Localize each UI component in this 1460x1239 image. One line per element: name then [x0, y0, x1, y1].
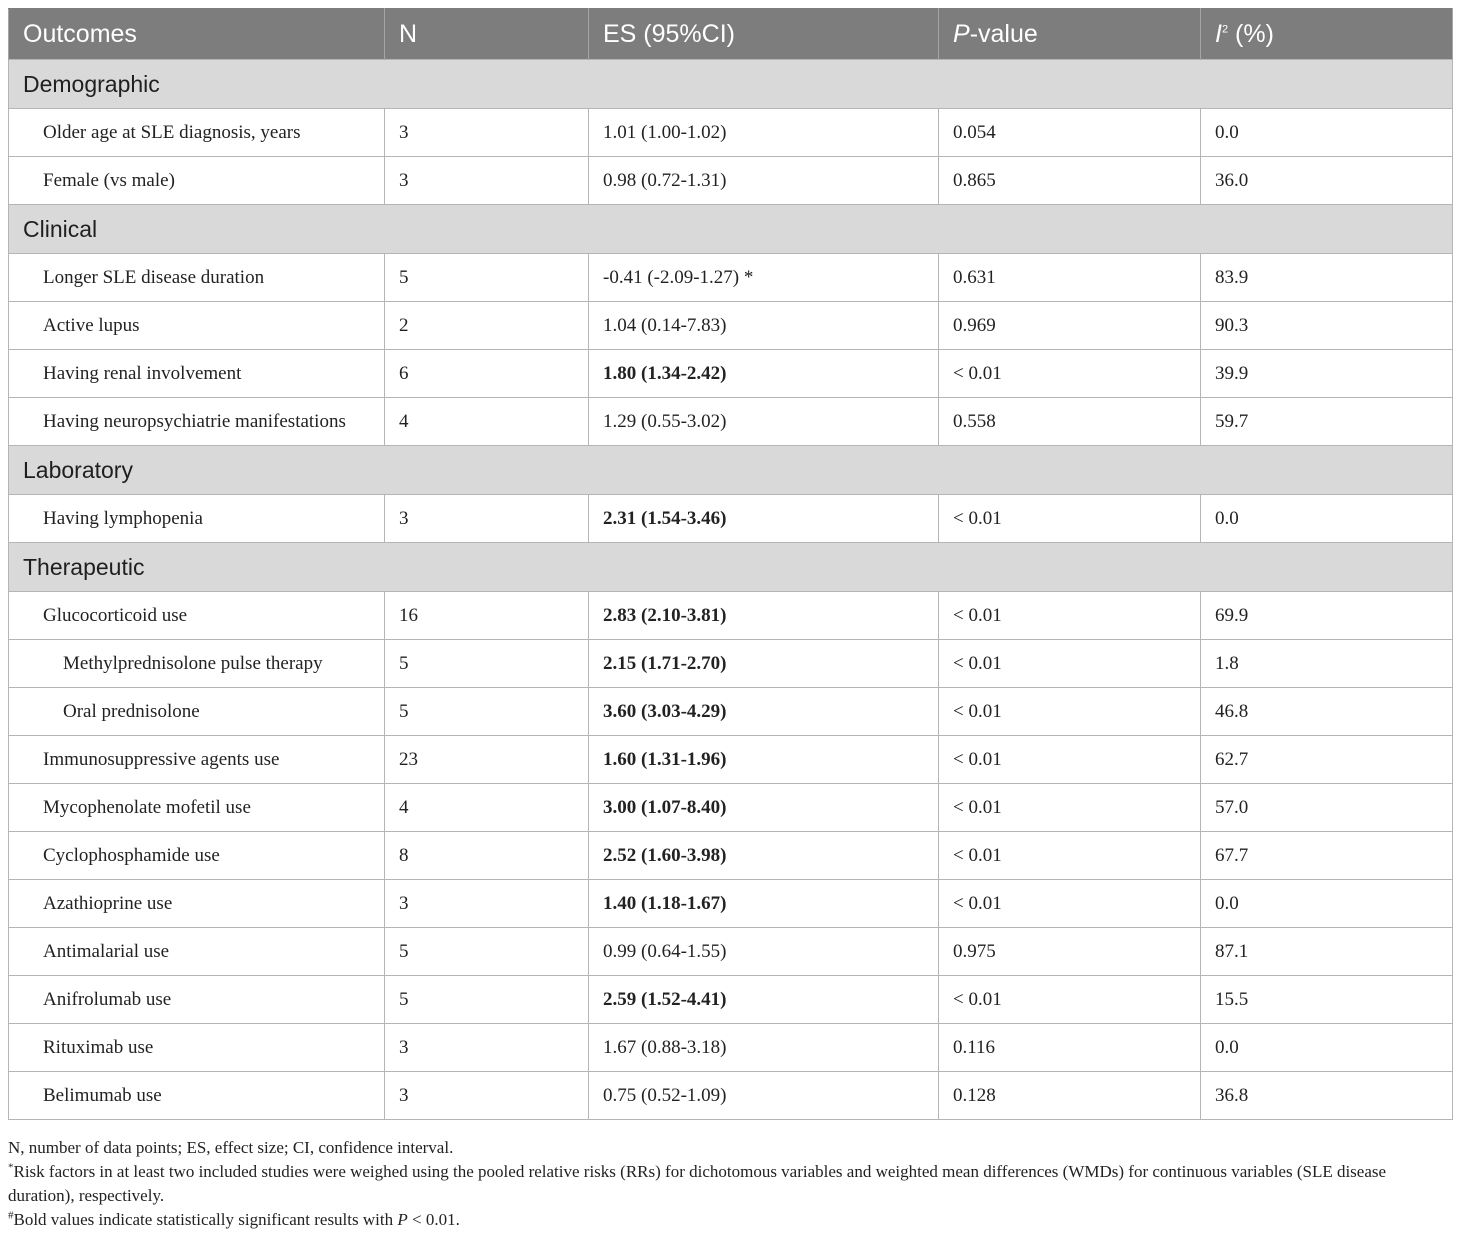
- i2-cell: 69.9: [1201, 592, 1453, 640]
- header-i2-sup: 2: [1221, 23, 1229, 36]
- header-outcomes: Outcomes: [9, 9, 385, 60]
- table-footnotes: [8, 1136, 1452, 1232]
- es-cell: 0.99 (0.64-1.55): [589, 928, 939, 976]
- i2-cell: 36.0: [1201, 157, 1453, 205]
- es-value-significant: 2.15 (1.71-2.70): [603, 652, 727, 674]
- i2-cell: 0.0: [1201, 1024, 1453, 1072]
- p-value-cell: 0.631: [939, 254, 1201, 302]
- table-row: [9, 640, 1453, 688]
- outcome-cell: Cyclophosphamide use: [9, 832, 385, 880]
- section-title: Demographic: [9, 60, 1453, 109]
- outcome-cell: Having neuropsychiatrie manifestations: [9, 398, 385, 446]
- n-cell: 5: [385, 928, 589, 976]
- p-value-cell: 0.975: [939, 928, 1201, 976]
- footnote-hash-end: < 0.01.: [407, 1210, 460, 1229]
- header-i2-italic: I: [1215, 19, 1222, 48]
- p-value-cell: 0.558: [939, 398, 1201, 446]
- outcome-cell: Glucocorticoid use: [9, 592, 385, 640]
- i2-cell: 1.8: [1201, 640, 1453, 688]
- header-i2: [1201, 9, 1453, 60]
- footnote-hash-p: P: [397, 1210, 408, 1229]
- i2-cell: 62.7: [1201, 736, 1453, 784]
- p-value-cell: 0.116: [939, 1024, 1201, 1072]
- p-value-cell: < 0.01: [939, 640, 1201, 688]
- es-cell: [589, 880, 939, 928]
- table-row: [9, 928, 1453, 976]
- n-cell: 16: [385, 592, 589, 640]
- section-header-row: [9, 446, 1453, 495]
- table-row: [9, 495, 1453, 543]
- p-value-cell: 0.865: [939, 157, 1201, 205]
- es-cell: [589, 495, 939, 543]
- n-cell: 4: [385, 398, 589, 446]
- i2-cell: 36.8: [1201, 1072, 1453, 1120]
- es-cell: [589, 350, 939, 398]
- i2-cell: 15.5: [1201, 976, 1453, 1024]
- es-value-significant: 1.60 (1.31-1.96): [603, 748, 727, 770]
- n-cell: 3: [385, 880, 589, 928]
- n-cell: 6: [385, 350, 589, 398]
- header-p-value: [939, 9, 1201, 60]
- outcome-cell: Having renal involvement: [9, 350, 385, 398]
- header-n: N: [385, 9, 589, 60]
- table-row: [9, 784, 1453, 832]
- es-cell: 0.75 (0.52-1.09): [589, 1072, 939, 1120]
- outcome-cell: Antimalarial use: [9, 928, 385, 976]
- table-body: [9, 60, 1453, 1120]
- table-row: [9, 832, 1453, 880]
- p-value-cell: < 0.01: [939, 688, 1201, 736]
- p-value-cell: 0.128: [939, 1072, 1201, 1120]
- p-value-cell: < 0.01: [939, 880, 1201, 928]
- footnote-abbreviations: N, number of data points; ES, effect size; CI, confidence interval.: [8, 1138, 454, 1157]
- outcome-cell: Rituximab use: [9, 1024, 385, 1072]
- es-value-significant: 3.00 (1.07-8.40): [603, 796, 727, 818]
- section-header-row: [9, 60, 1453, 109]
- p-value-cell: < 0.01: [939, 976, 1201, 1024]
- p-value-cell: < 0.01: [939, 592, 1201, 640]
- i2-cell: 59.7: [1201, 398, 1453, 446]
- footnote-hash-text: Bold values indicate statistically significant results with: [13, 1210, 398, 1229]
- es-cell: 1.29 (0.55-3.02): [589, 398, 939, 446]
- p-value-cell: 0.054: [939, 109, 1201, 157]
- footnote-star: [8, 1160, 1452, 1208]
- table-row: [9, 976, 1453, 1024]
- i2-cell: 46.8: [1201, 688, 1453, 736]
- table-row: [9, 1024, 1453, 1072]
- outcome-cell: Oral prednisolone: [9, 688, 385, 736]
- i2-cell: 0.0: [1201, 495, 1453, 543]
- i2-cell: 83.9: [1201, 254, 1453, 302]
- table-row: [9, 302, 1453, 350]
- es-value-significant: 3.60 (3.03-4.29): [603, 700, 727, 722]
- n-cell: 3: [385, 109, 589, 157]
- n-cell: 3: [385, 1072, 589, 1120]
- outcome-cell: Anifrolumab use: [9, 976, 385, 1024]
- header-i2-rest: (%): [1228, 19, 1274, 48]
- table-row: [9, 688, 1453, 736]
- p-value-cell: < 0.01: [939, 736, 1201, 784]
- outcome-cell: Methylprednisolone pulse therapy: [9, 640, 385, 688]
- section-header-row: [9, 543, 1453, 592]
- table-row: [9, 736, 1453, 784]
- outcome-cell: Female (vs male): [9, 157, 385, 205]
- p-value-cell: < 0.01: [939, 495, 1201, 543]
- table-row: [9, 880, 1453, 928]
- n-cell: 4: [385, 784, 589, 832]
- table-row: [9, 350, 1453, 398]
- i2-cell: 0.0: [1201, 109, 1453, 157]
- table-header-row: [9, 9, 1453, 60]
- i2-cell: 39.9: [1201, 350, 1453, 398]
- outcome-cell: Immunosuppressive agents use: [9, 736, 385, 784]
- es-value-significant: 2.52 (1.60-3.98): [603, 844, 727, 866]
- es-cell: 1.04 (0.14-7.83): [589, 302, 939, 350]
- n-cell: 23: [385, 736, 589, 784]
- i2-cell: 57.0: [1201, 784, 1453, 832]
- footnote-star-text: Risk factors in at least two included studies were weighed using the pooled relative risks (RRs) for dichotomous variables and weighted mean differences (WMDs) for continuous variables (SLE disease duration), respectively.: [8, 1162, 1387, 1205]
- n-cell: 8: [385, 832, 589, 880]
- outcome-cell: Mycophenolate mofetil use: [9, 784, 385, 832]
- es-cell: [589, 640, 939, 688]
- table-row: [9, 398, 1453, 446]
- p-value-cell: < 0.01: [939, 832, 1201, 880]
- p-value-cell: < 0.01: [939, 350, 1201, 398]
- outcome-cell: Having lymphopenia: [9, 495, 385, 543]
- n-cell: 2: [385, 302, 589, 350]
- p-value-cell: 0.969: [939, 302, 1201, 350]
- es-value-significant: 2.31 (1.54-3.46): [603, 507, 727, 529]
- results-table: [8, 8, 1453, 1120]
- es-value-significant: 1.40 (1.18-1.67): [603, 892, 727, 914]
- i2-cell: 0.0: [1201, 880, 1453, 928]
- footnote-hash: [8, 1208, 1452, 1232]
- table-row: [9, 592, 1453, 640]
- i2-cell: 90.3: [1201, 302, 1453, 350]
- header-p-rest: -value: [969, 19, 1038, 48]
- table-row: [9, 254, 1453, 302]
- es-value-significant: 2.59 (1.52-4.41): [603, 988, 727, 1010]
- outcome-cell: Active lupus: [9, 302, 385, 350]
- section-title: Clinical: [9, 205, 1453, 254]
- es-cell: [589, 688, 939, 736]
- n-cell: 3: [385, 1024, 589, 1072]
- footnote-star-mark: *: [8, 1161, 14, 1174]
- results-table-container: [8, 8, 1452, 1120]
- outcome-cell: Azathioprine use: [9, 880, 385, 928]
- i2-cell: 87.1: [1201, 928, 1453, 976]
- es-value-significant: 1.80 (1.34-2.42): [603, 362, 727, 384]
- i2-cell: 67.7: [1201, 832, 1453, 880]
- section-title: Therapeutic: [9, 543, 1453, 592]
- n-cell: 5: [385, 254, 589, 302]
- es-cell: [589, 592, 939, 640]
- es-value-significant: 2.83 (2.10-3.81): [603, 604, 727, 626]
- es-cell: -0.41 (-2.09-1.27) *: [589, 254, 939, 302]
- es-cell: [589, 832, 939, 880]
- section-header-row: [9, 205, 1453, 254]
- es-cell: 1.01 (1.00-1.02): [589, 109, 939, 157]
- footnote-hash-mark: #: [8, 1209, 14, 1222]
- section-title: Laboratory: [9, 446, 1453, 495]
- n-cell: 5: [385, 640, 589, 688]
- n-cell: 3: [385, 495, 589, 543]
- table-row: [9, 157, 1453, 205]
- table-row: [9, 1072, 1453, 1120]
- es-cell: [589, 736, 939, 784]
- n-cell: 3: [385, 157, 589, 205]
- es-cell: 1.67 (0.88-3.18): [589, 1024, 939, 1072]
- header-es: ES (95%CI): [589, 9, 939, 60]
- es-cell: [589, 976, 939, 1024]
- outcome-cell: Older age at SLE diagnosis, years: [9, 109, 385, 157]
- n-cell: 5: [385, 976, 589, 1024]
- p-value-cell: < 0.01: [939, 784, 1201, 832]
- outcome-cell: Longer SLE disease duration: [9, 254, 385, 302]
- es-cell: 0.98 (0.72-1.31): [589, 157, 939, 205]
- es-cell: [589, 784, 939, 832]
- outcome-cell: Belimumab use: [9, 1072, 385, 1120]
- table-row: [9, 109, 1453, 157]
- header-p-italic: P: [953, 19, 970, 48]
- n-cell: 5: [385, 688, 589, 736]
